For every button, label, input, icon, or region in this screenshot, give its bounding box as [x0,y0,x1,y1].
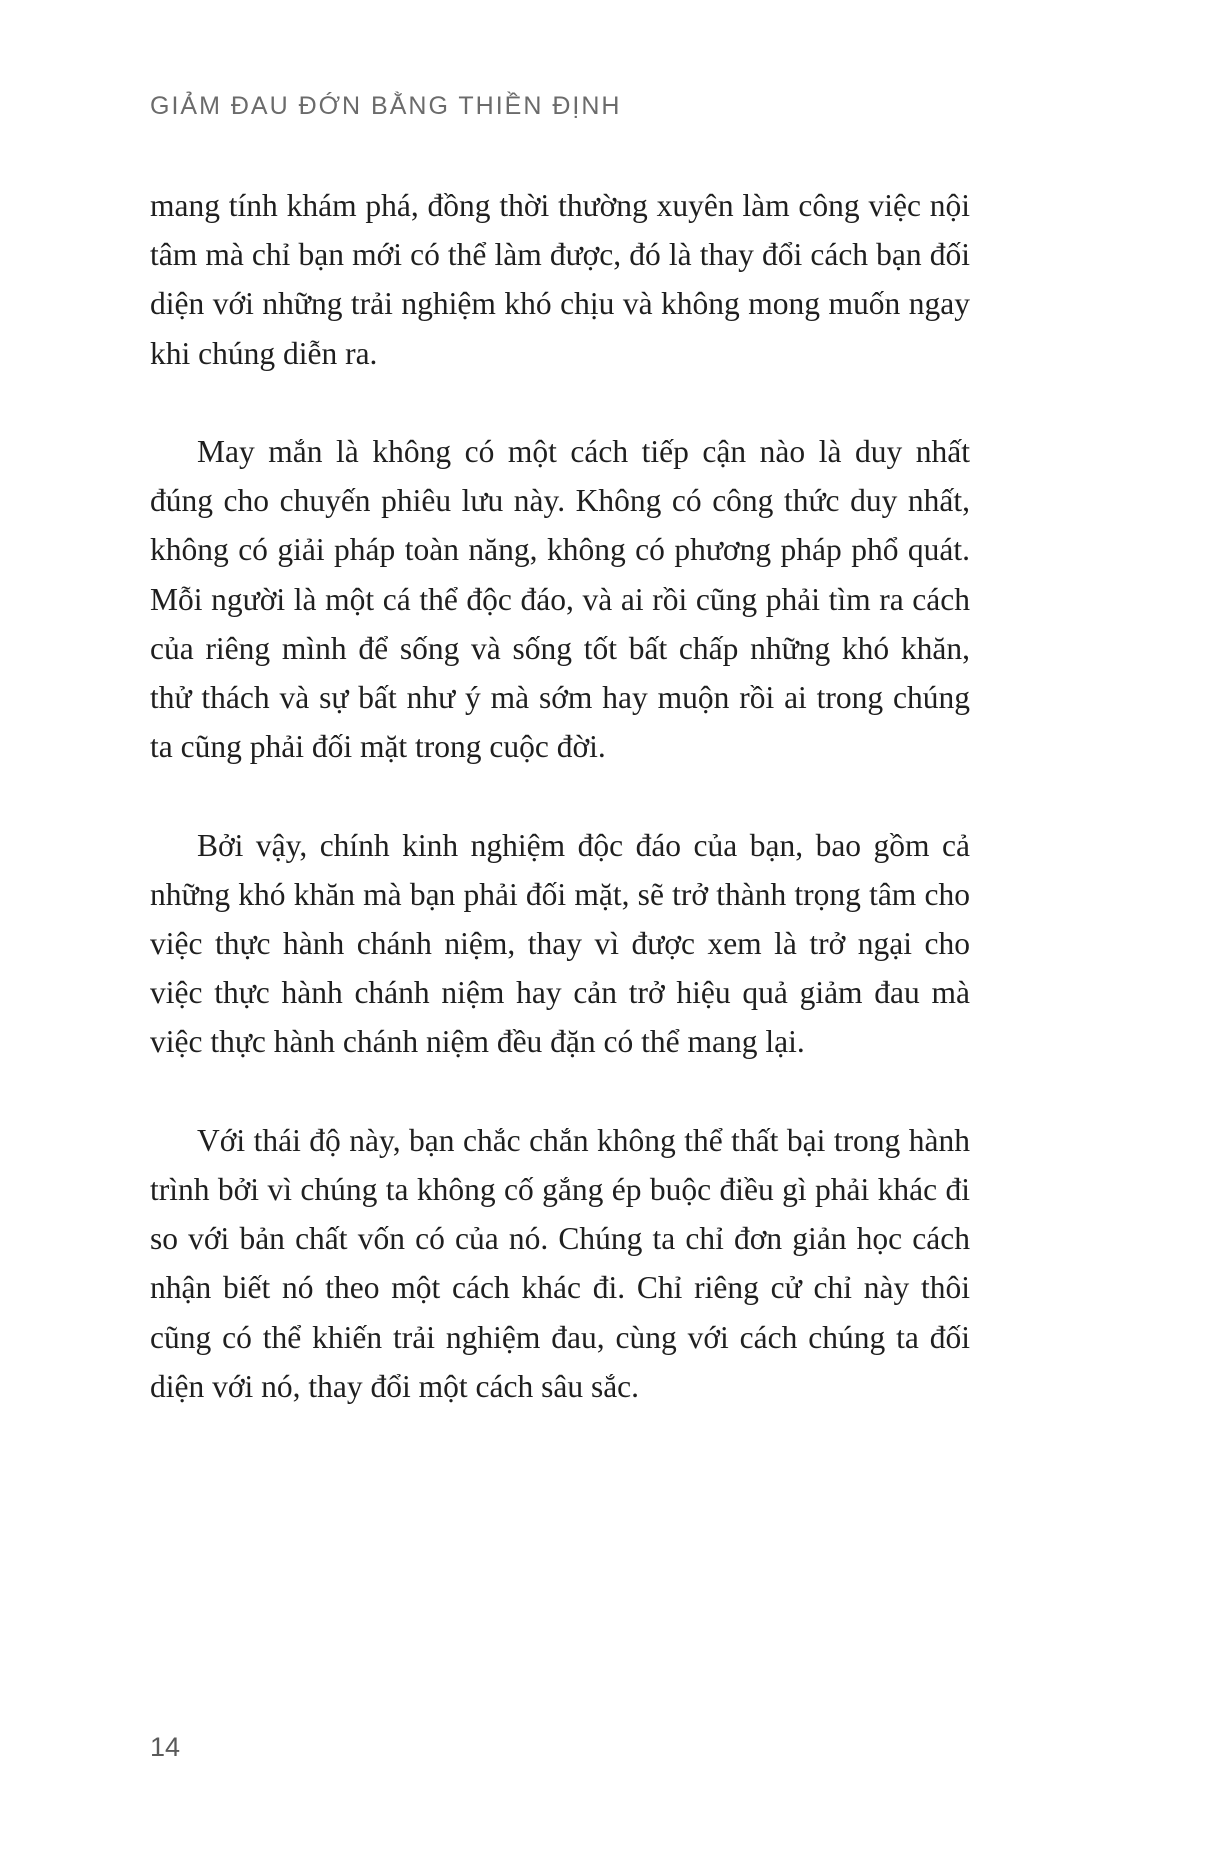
running-header: GIẢM ĐAU ĐỚN BẰNG THIỀN ĐỊNH [150,92,622,120]
paragraph-continued: mang tính khám phá, đồng thời thường xuyên làm công việc nội tâm mà chỉ bạn mới có thể làm được, đó là thay đổi cách bạn đối diện với những trải nghiệm khó chịu và không mong muốn ngay khi chúng diễn ra. [150,188,970,371]
paragraph: Bởi vậy, chính kinh nghiệm độc đáo của bạn, bao gồm cả những khó khăn mà bạn phải đối mặt, sẽ trở thành trọng tâm cho việc thực hành chánh niệm, thay vì được xem là trở ngại cho việc thực hành chánh niệm hay cản trở hiệu quả giảm đau mà việc thực hành chánh niệm đều đặn có thể mang lại. [150,827,970,1060]
paragraph: Với thái độ này, bạn chắc chắn không thể thất bại trong hành trình bởi vì chúng ta không cố gắng ép buộc điều gì phải khác đi so với bản chất vốn có của nó. Chúng ta chỉ đơn giản học cách nhận biết nó theo một cách khác đi. Chỉ riêng cử chỉ này thôi cũng có thể khiến trải nghiệm đau, cùng với cách chúng ta đối diện với nó, thay đổi một cách sâu sắc. [150,1122,970,1404]
paragraph: May mắn là không có một cách tiếp cận nào là duy nhất đúng cho chuyến phiêu lưu này. Không có công thức duy nhất, không có giải pháp toàn năng, không có phương pháp phổ quát. Mỗi người là một cá thể độc đáo, và ai rồi cũng phải tìm ra cách của riêng mình để sống và sống tốt bất chấp những khó khăn, thử thách và sự bất như ý mà sớm hay muộn rồi ai trong chúng ta cũng phải đối mặt trong cuộc đời. [150,434,970,765]
page-number: 14 [150,1732,181,1762]
body-text [150,181,970,1460]
